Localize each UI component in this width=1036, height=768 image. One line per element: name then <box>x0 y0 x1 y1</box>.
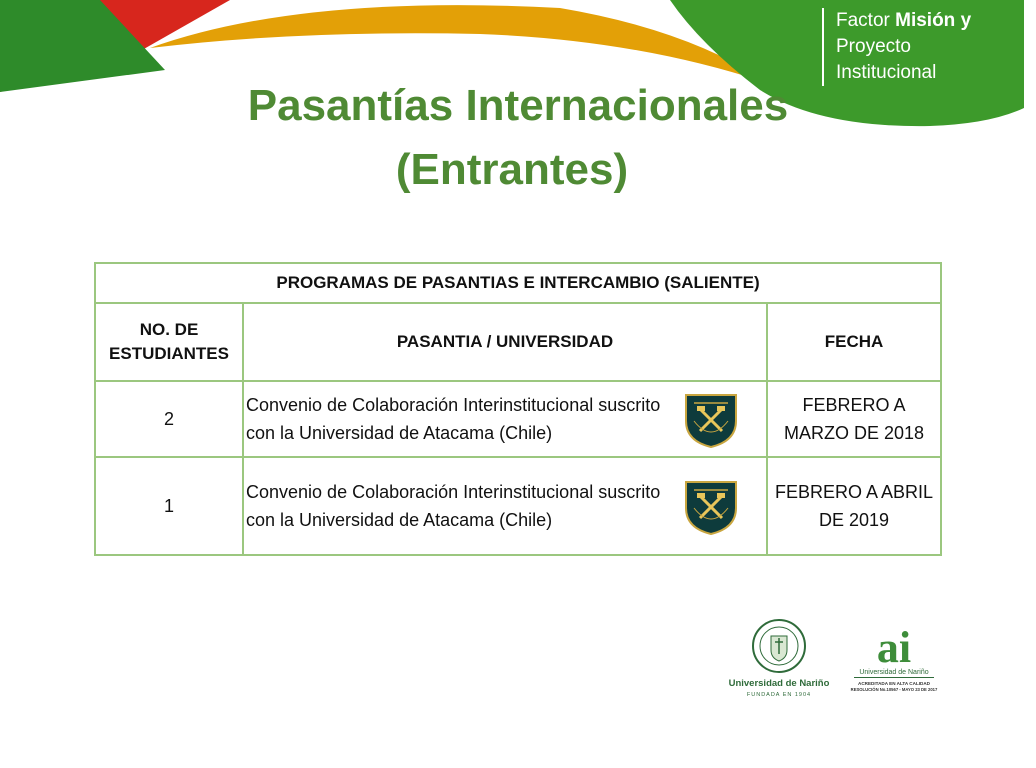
date-cell: FEBRERO A MARZO DE 2018 <box>767 381 941 457</box>
page-title-line1: Pasantías Internacionales <box>247 81 789 130</box>
alta-calidad-logo <box>848 620 940 698</box>
students-cell: 2 <box>95 381 243 457</box>
col-header-students: NO. DE ESTUDIANTES <box>95 303 243 381</box>
program-cell <box>243 381 767 457</box>
table-row <box>95 457 941 555</box>
ai-line1: ACREDITADA EN ALTA CALIDAD <box>858 681 930 686</box>
col-header-date: FECHA <box>767 303 941 381</box>
narino-founded: FUNDADA EN 1904 <box>746 692 812 698</box>
ai-mark: ai <box>876 623 912 672</box>
factor-line3: Institucional <box>836 62 937 83</box>
program-text: Convenio de Colaboración Interinstitucional suscrito con la Universidad de Atacama (Chile) <box>246 395 661 443</box>
atacama-shield-icon <box>682 478 740 536</box>
factor-line2: Proyecto <box>836 36 911 57</box>
factor-bold: Misión y <box>895 10 972 31</box>
factor-prefix: Factor <box>836 10 896 31</box>
program-cell <box>243 457 767 555</box>
date-cell: FEBRERO A ABRIL DE 2019 <box>767 457 941 555</box>
ai-line2: RESOLUCIÓN No.10567 - MAYO 23 DE 2017 <box>850 687 938 692</box>
table-row <box>95 381 941 457</box>
atacama-shield-icon <box>682 391 740 449</box>
page-title-line2: (Entrantes) <box>395 145 629 194</box>
table-caption: PROGRAMAS DE PASANTIAS E INTERCAMBIO (SALIENTE) <box>95 263 941 303</box>
col-header-program: PASANTIA / UNIVERSIDAD <box>243 303 767 381</box>
program-text: Convenio de Colaboración Interinstitucional suscrito con la Universidad de Atacama (Chile) <box>246 482 661 530</box>
students-cell: 1 <box>95 457 243 555</box>
narino-name: Universidad de Nariño <box>728 678 830 689</box>
factor-label <box>822 8 1036 86</box>
ai-university: Universidad de Nariño <box>859 669 929 676</box>
universidad-narino-logo <box>728 618 830 700</box>
programs-table <box>94 262 942 556</box>
